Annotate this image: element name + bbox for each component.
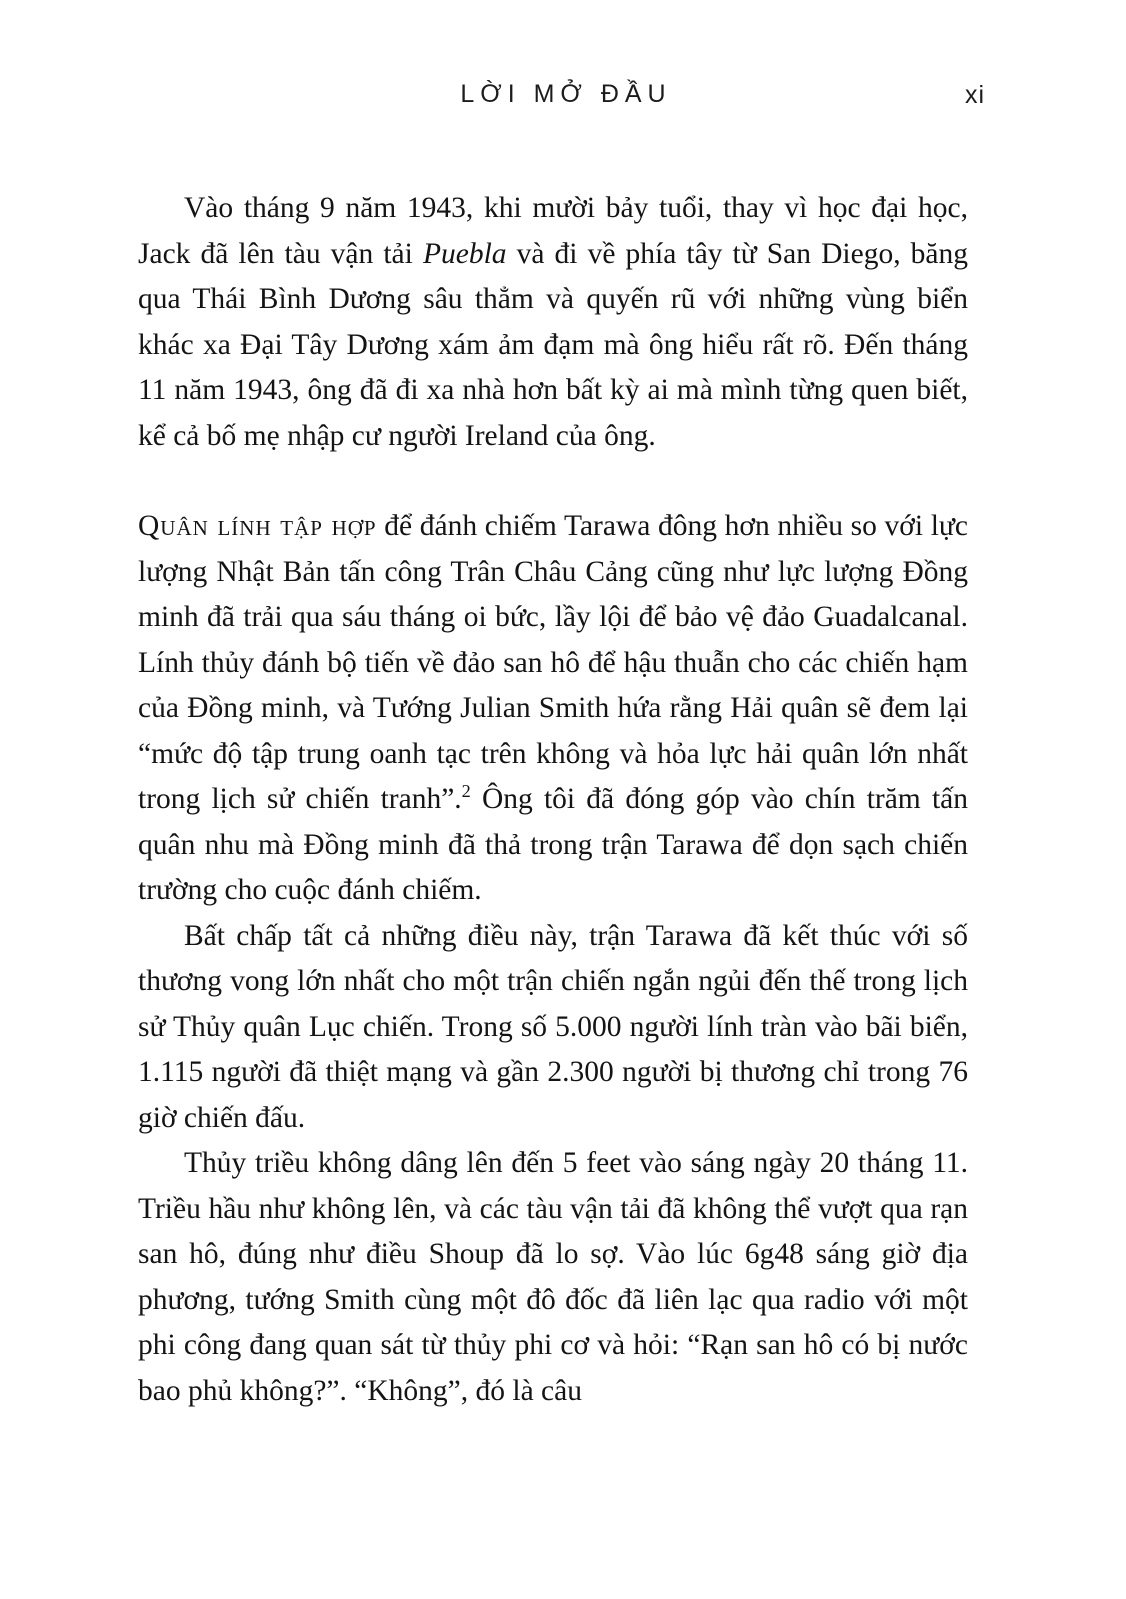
text-segment: Puebla [422, 237, 507, 270]
text-segment: Vào tháng 9 năm 1943, khi mười bảy tuổi, thay vì học đại học, Jack đã lên tàu vận tải [138, 192, 968, 270]
text-segment: Bất chấp tất cả những điều này, trận Tarawa đã kết thúc với số thương vong lớn nhất cho một trận chiến ngắn ngủi đến thế trong lịch sử Thủy quân Lục chiến. Trong số 5.000 người lính tràn vào bãi biển, 1.115 người đã thiệt mạng và gần 2.300 người bị thương chỉ trong 76 giờ chiến đấu. [138, 919, 968, 1134]
paragraph [138, 186, 968, 459]
chapter-title: LỜI MỞ ĐẦU [460, 80, 672, 108]
running-header [0, 80, 1126, 114]
text-segment: và đi về phía tây từ San Diego, băng qua Thái Bình Dương sâu thẳm và quyến rũ với những vùng biển khác xa Đại Tây Dương xám ảm đạm mà ông hiểu rất rõ. Đến tháng 11 năm 1943, ông đã đi xa nhà hơn bất kỳ ai mà mình từng quen biết, kể cả bố mẹ nhập cư người Ireland của ông. [138, 237, 969, 452]
text-segment: Thủy triều không dâng lên đến 5 feet vào sáng ngày 20 tháng 11. Triều hầu như không lên, và các tàu vận tải đã không thể vượt qua rạn san hô, đúng như điều Shoup đã lo sợ. Vào lúc 6g48 sáng giờ địa phương, tướng Smith cùng một đô đốc đã liên lạc qua radio với một phi công đang quan sát từ thủy phi cơ và hỏi: “Rạn san hô có bị nước bao phủ không?”. “Không”, đó là câu [138, 1147, 968, 1407]
body-text-block [138, 186, 968, 1414]
page-number: xi [964, 81, 985, 109]
paragraph [138, 504, 968, 914]
footnote-reference: 2 [461, 781, 471, 802]
paragraph [138, 1141, 968, 1414]
text-segment: Ông tôi đã đóng góp vào chín trăm tấn quân nhu mà Đồng minh đã thả trong trận Tarawa để dọn sạch chiến trường cho cuộc đánh chiếm. [138, 783, 968, 906]
text-segment: để đánh chiếm Tarawa đông hơn nhiều so với lực lượng Nhật Bản tấn công Trân Châu Cảng cũng như lực lượng Đồng minh đã trải qua sáu tháng oi bức, lầy lội để bảo vệ đảo Guadalcanal. Lính thủy đánh bộ tiến về đảo san hô để hậu thuẫn cho các chiến hạm của Đồng minh, và Tướng Julian Smith hứa rằng Hải quân sẽ đem lại “mức độ tập trung oanh tạc trên không và hỏa lực hải quân lớn nhất trong lịch sử chiến tranh”. [138, 510, 969, 815]
paragraph [138, 914, 968, 1142]
text-segment: Quân lính tập hợp [138, 510, 377, 542]
